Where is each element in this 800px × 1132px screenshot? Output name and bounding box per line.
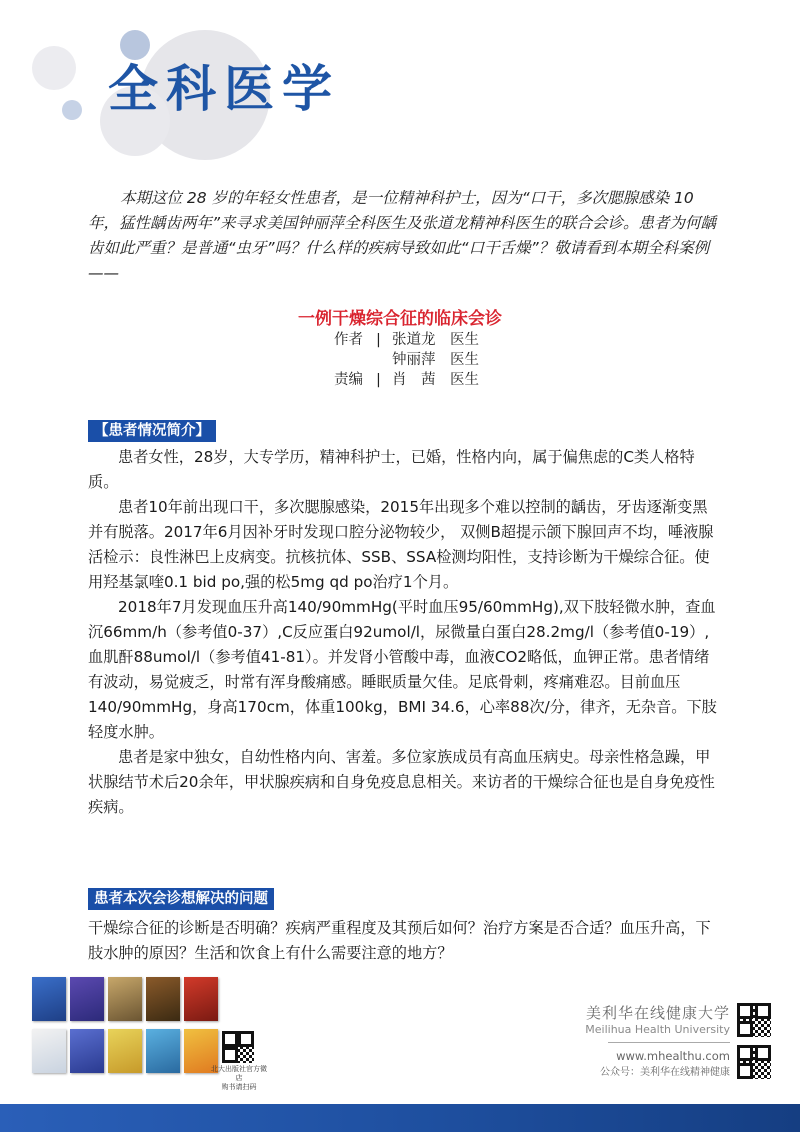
section-heading-consult-questions: 患者本次会诊想解决的问题 bbox=[88, 888, 274, 910]
qr-caption: 北大出版社官方微店 购书请扫码 bbox=[211, 1065, 267, 1091]
credit-title: 医生 bbox=[450, 332, 479, 348]
intro-text: 本期这位 28 岁的年轻女性患者，是一位精神科护士，因为“口干，多次腮腺感染 10 年，猛性龋齿两年”来寻求美国钟丽萍全科医生及张道龙精神科医生的联合会诊。患者为何龋齿如此严重？是普通“虫牙”吗？什么样的疾病导致如此“口干舌燥”？敬请看到本期全科案例—— bbox=[88, 189, 717, 282]
book-cover bbox=[32, 1029, 66, 1073]
credit-name: 肖 茜 bbox=[392, 372, 436, 388]
body-paragraph: 2018年7月发现血压升高140/90mmHg(平时血压95/60mmHg),双下肢轻微水肿，查血沉66mm/h（参考值0-37）,C反应蛋白92umol/l，尿微量白蛋白28.2mg/l（参考值0-19）,血肌酐88umol/l（参考值41-81）。并发肾小管酸中毒，血液CO2略低，血钾正常。患者情绪有波动，易觉疲乏，时常有浑身酸痛感。睡眠质量欠佳。足底骨刺，疼痛难忍。目前血压 140/90mmHg，身高170cm，体重100kg，BMI 34.6，心率88次/分，律齐，无杂音。下肢轻度水肿。 bbox=[88, 598, 717, 741]
wechat-qr-code-icon bbox=[737, 1045, 771, 1079]
divider bbox=[608, 1042, 730, 1043]
body-paragraph: 干燥综合征的诊断是否明确？疾病严重程度及其预后如何？治疗方案是否合适？血压升高，下肢水肿的原因？生活和饮食上有什么需要注意的地方？ bbox=[88, 919, 711, 962]
body-paragraph: 患者是家中独女，自幼性格内向、害羞。多位家族成员有高血压病史。母亲性格急躁，甲状腺结节术后20余年，甲状腺疾病和自身免疫息息相关。来访者的干燥综合征也是自身免疫性疾病。 bbox=[88, 748, 715, 816]
body-paragraph: 患者10年前出现口干，多次腮腺感染，2015年出现多个难以控制的龋齿，牙齿逐渐变黑并有脱落。2017年6月因补牙时发现口腔分泌物较少， 双侧B超提示颌下腺回声不均，唾液腺活检示：良性淋巴上皮病变。抗核抗体、SSB、SSA检测均阳性，支持诊断为干燥综合征。使用羟基氯喹0.1 bid po,强的松5mg qd po治疗1个月。 bbox=[88, 498, 714, 591]
book-cover bbox=[184, 977, 218, 1021]
credit-label: 作者 bbox=[334, 332, 363, 348]
credit-row bbox=[334, 350, 479, 370]
credit-title: 医生 bbox=[450, 372, 479, 388]
credit-separator: | bbox=[376, 332, 381, 348]
intro-paragraph bbox=[88, 186, 718, 286]
brand-block bbox=[585, 1002, 730, 1078]
credit-title: 医生 bbox=[450, 352, 479, 368]
website-url: www.mhealthu.com bbox=[616, 1049, 730, 1063]
section-heading-patient-summary: 【患者情况简介】 bbox=[88, 420, 216, 442]
article-title: 一例干燥综合征的临床会诊 bbox=[298, 309, 502, 329]
body-paragraph: 患者女性，28岁，大专学历，精神科护士，已婚，性格内向，属于偏焦虑的C类人格特质。 bbox=[88, 448, 695, 491]
book-cover bbox=[70, 1029, 104, 1073]
public-account: 公众号：美利华在线精神健康 bbox=[600, 1067, 730, 1078]
footer-bar bbox=[0, 1104, 800, 1132]
book-cover bbox=[146, 1029, 180, 1073]
credit-name: 钟丽萍 bbox=[392, 352, 436, 368]
website-qr-code-icon bbox=[737, 1003, 771, 1037]
book-covers bbox=[30, 975, 270, 1091]
credit-name: 张道龙 bbox=[392, 332, 436, 348]
book-cover bbox=[70, 977, 104, 1021]
consult-questions-body bbox=[88, 916, 718, 966]
book-cover bbox=[146, 977, 180, 1021]
bookstore-qr-code-icon bbox=[222, 1031, 254, 1063]
book-cover bbox=[108, 1029, 142, 1073]
book-cover bbox=[32, 977, 66, 1021]
credit-row bbox=[334, 330, 479, 350]
credit-row bbox=[334, 370, 479, 390]
patient-summary-body bbox=[88, 445, 718, 820]
page-title: 全科医学 bbox=[108, 60, 340, 118]
credit-separator: | bbox=[376, 372, 381, 388]
credits bbox=[334, 330, 479, 390]
credit-label: 责编 bbox=[334, 372, 363, 388]
brand-name-en: Meilihua Health University bbox=[585, 1023, 730, 1036]
brand-name-cn: 美利华在线健康大学 bbox=[585, 1004, 730, 1022]
book-cover bbox=[108, 977, 142, 1021]
credit-label bbox=[334, 350, 376, 370]
